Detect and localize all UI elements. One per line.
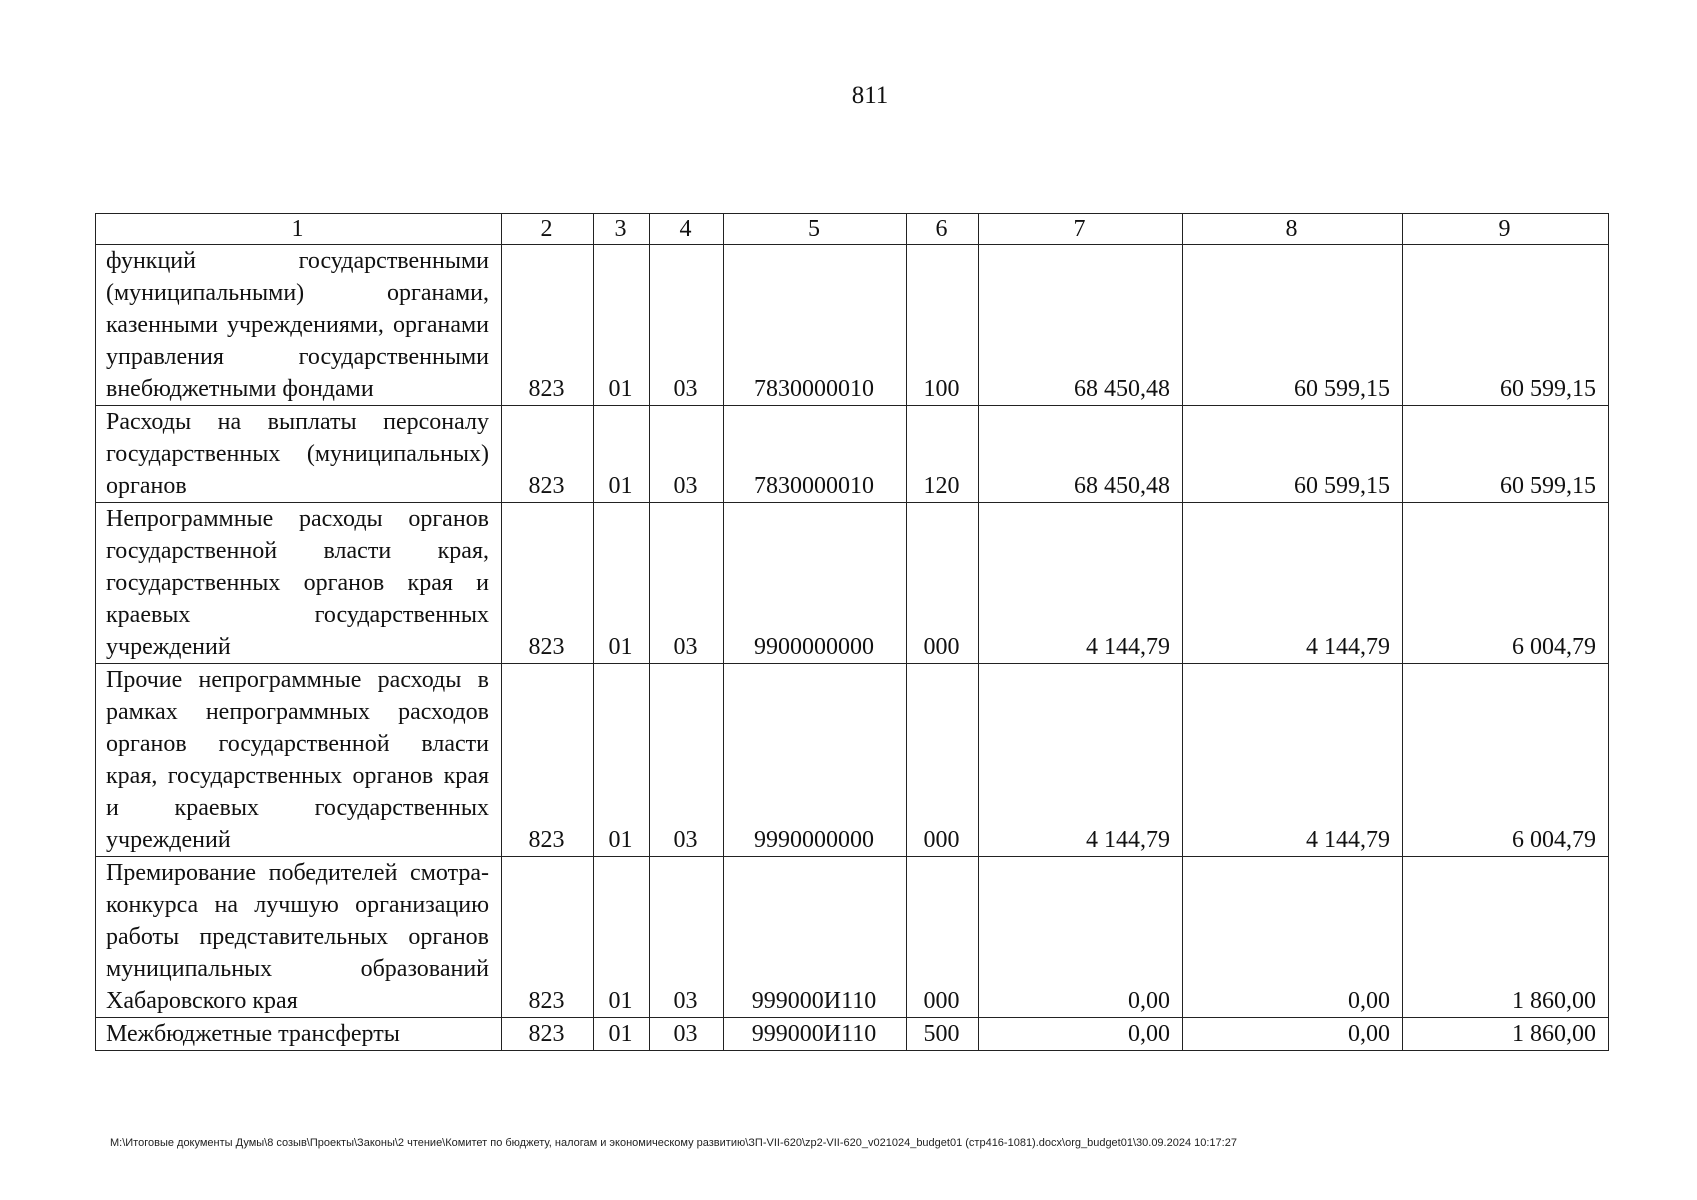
- row-name: Прочие непрограммные расходы в рамках непрограммных расходов органов государственной власти края, государственных органов края и краевых государственных учреждений: [96, 664, 502, 857]
- column-header: 6: [907, 214, 979, 245]
- column-header: 9: [1403, 214, 1609, 245]
- cell-amount-9: 1 860,00: [1403, 1018, 1609, 1051]
- cell-target-article: 999000И110: [724, 1018, 907, 1051]
- cell-amount-8: 4 144,79: [1183, 503, 1403, 664]
- cell-ministry-code: 823: [502, 406, 594, 503]
- cell-section: 01: [594, 406, 650, 503]
- cell-ministry-code: 823: [502, 245, 594, 406]
- cell-amount-7: 0,00: [979, 1018, 1183, 1051]
- cell-subsection: 03: [650, 406, 724, 503]
- cell-expense-type: 120: [907, 406, 979, 503]
- cell-amount-9: 6 004,79: [1403, 503, 1609, 664]
- cell-amount-9: 6 004,79: [1403, 664, 1609, 857]
- cell-ministry-code: 823: [502, 664, 594, 857]
- cell-amount-8: 60 599,15: [1183, 406, 1403, 503]
- cell-amount-8: 4 144,79: [1183, 664, 1403, 857]
- column-header: 5: [724, 214, 907, 245]
- cell-expense-type: 000: [907, 664, 979, 857]
- cell-amount-8: 0,00: [1183, 857, 1403, 1018]
- cell-expense-type: 500: [907, 1018, 979, 1051]
- column-header: 8: [1183, 214, 1403, 245]
- table-row: [96, 1018, 1609, 1051]
- table-row: [96, 503, 1609, 664]
- cell-amount-7: 4 144,79: [979, 503, 1183, 664]
- cell-amount-9: 60 599,15: [1403, 406, 1609, 503]
- table-row: [96, 857, 1609, 1018]
- cell-target-article: 7830000010: [724, 406, 907, 503]
- cell-subsection: 03: [650, 245, 724, 406]
- cell-section: 01: [594, 503, 650, 664]
- document-file-path: M:\Итоговые документы Думы\8 созыв\Проекты\Законы\2 чтение\Комитет по бюджету, налогам и экономическому развитию\ЗП-VII-620\zp2-VII-620_v021024_budget01 (стр416-1081).docx\org_budget01\30.09.2024 10:17:27: [110, 1137, 1237, 1149]
- cell-target-article: 9900000000: [724, 503, 907, 664]
- cell-subsection: 03: [650, 857, 724, 1018]
- cell-amount-7: 4 144,79: [979, 664, 1183, 857]
- cell-subsection: 03: [650, 664, 724, 857]
- row-name: Межбюджетные трансферты: [96, 1018, 502, 1051]
- cell-amount-7: 0,00: [979, 857, 1183, 1018]
- table-row: [96, 406, 1609, 503]
- cell-expense-type: 000: [907, 857, 979, 1018]
- table-row: [96, 664, 1609, 857]
- cell-section: 01: [594, 857, 650, 1018]
- cell-section: 01: [594, 664, 650, 857]
- column-header: 1: [96, 214, 502, 245]
- column-header: 3: [594, 214, 650, 245]
- column-header: 7: [979, 214, 1183, 245]
- cell-ministry-code: 823: [502, 1018, 594, 1051]
- column-header: 2: [502, 214, 594, 245]
- budget-table: [95, 213, 1609, 1051]
- cell-amount-8: 60 599,15: [1183, 245, 1403, 406]
- cell-section: 01: [594, 1018, 650, 1051]
- cell-ministry-code: 823: [502, 503, 594, 664]
- row-name: Премирование победителей смотра-конкурса на лучшую организацию работы представительных органов муниципальных образований Хабаровского края: [96, 857, 502, 1018]
- cell-subsection: 03: [650, 1018, 724, 1051]
- page-number: 811: [851, 82, 889, 109]
- table-header-row: [96, 214, 1609, 245]
- row-name: Непрограммные расходы органов государственной власти края, государственных органов края и краевых государственных учреждений: [96, 503, 502, 664]
- cell-amount-9: 60 599,15: [1403, 245, 1609, 406]
- table-row: [96, 245, 1609, 406]
- cell-section: 01: [594, 245, 650, 406]
- cell-target-article: 7830000010: [724, 245, 907, 406]
- cell-target-article: 999000И110: [724, 857, 907, 1018]
- cell-expense-type: 100: [907, 245, 979, 406]
- cell-subsection: 03: [650, 503, 724, 664]
- row-name: функций государственными (муниципальными) органами, казенными учреждениями, органами управления государственными внебюджетными фондами: [96, 245, 502, 406]
- cell-amount-7: 68 450,48: [979, 406, 1183, 503]
- cell-target-article: 9990000000: [724, 664, 907, 857]
- cell-amount-7: 68 450,48: [979, 245, 1183, 406]
- column-header: 4: [650, 214, 724, 245]
- cell-amount-9: 1 860,00: [1403, 857, 1609, 1018]
- cell-ministry-code: 823: [502, 857, 594, 1018]
- cell-expense-type: 000: [907, 503, 979, 664]
- row-name: Расходы на выплаты персоналу государственных (муниципальных) органов: [96, 406, 502, 503]
- cell-amount-8: 0,00: [1183, 1018, 1403, 1051]
